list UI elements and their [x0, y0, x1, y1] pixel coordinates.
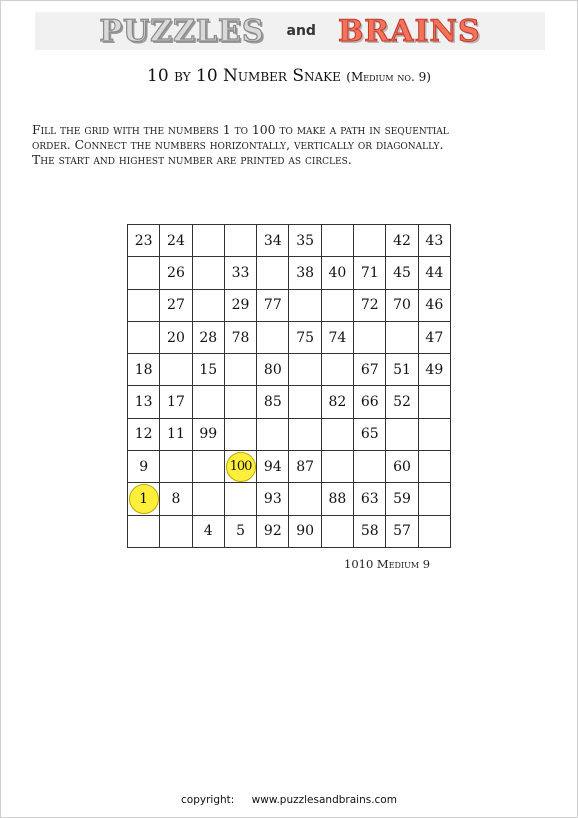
cell-number: 13 — [134, 394, 153, 411]
grid-cell-empty[interactable] — [418, 386, 450, 418]
grid-cell-empty[interactable] — [386, 418, 418, 450]
grid-cell-given — [418, 289, 450, 321]
cell-number: 9 — [139, 458, 149, 475]
instruction-line: The start and highest number are printed as circles. — [32, 152, 352, 167]
grid-cell-given — [128, 354, 160, 386]
copyright-label: copyright: — [181, 794, 235, 806]
grid-cell-given — [128, 483, 160, 515]
grid-cell-given — [354, 354, 386, 386]
cell-number: 87 — [296, 458, 315, 475]
grid-cell-given — [418, 354, 450, 386]
cell-number: 74 — [328, 329, 347, 346]
cell-number: 8 — [171, 491, 181, 508]
grid-cell-empty[interactable] — [386, 321, 418, 353]
grid-cell-empty[interactable] — [321, 289, 353, 321]
grid-cell-empty[interactable] — [160, 354, 192, 386]
cell-number: 33 — [231, 264, 250, 281]
cell-number: 49 — [425, 361, 444, 378]
logo-and-text: and — [286, 23, 316, 39]
cell-number: 66 — [360, 394, 379, 411]
grid-cell-given — [160, 321, 192, 353]
site-logo-banner — [35, 12, 545, 50]
cell-number: 94 — [263, 458, 282, 475]
grid-cell-empty[interactable] — [321, 225, 353, 257]
grid-cell-empty[interactable] — [128, 289, 160, 321]
grid-cell-given — [257, 354, 289, 386]
puzzle-grid — [127, 224, 451, 548]
cell-number: 11 — [167, 426, 185, 443]
grid-row — [128, 515, 451, 547]
grid-cell-empty[interactable] — [192, 257, 224, 289]
grid-cell-given — [321, 257, 353, 289]
cell-number: 85 — [263, 394, 282, 411]
grid-cell-given — [192, 515, 224, 547]
grid-cell-given — [418, 257, 450, 289]
cell-number: 44 — [425, 264, 444, 281]
grid-cell-given — [354, 483, 386, 515]
grid-cell-empty[interactable] — [224, 386, 256, 418]
grid-cell-empty[interactable] — [289, 483, 321, 515]
grid-cell-given — [224, 257, 256, 289]
grid-cell-given — [354, 386, 386, 418]
grid-cell-given — [224, 515, 256, 547]
cell-number: 27 — [167, 297, 185, 314]
cell-number: 52 — [393, 394, 411, 411]
grid-cell-empty[interactable] — [289, 354, 321, 386]
grid-cell-given — [257, 386, 289, 418]
cell-number: 82 — [328, 394, 347, 411]
cell-number: 78 — [231, 329, 250, 346]
grid-cell-given — [386, 289, 418, 321]
grid-cell-empty[interactable] — [192, 225, 224, 257]
grid-cell-given — [321, 386, 353, 418]
grid-cell-given — [386, 257, 418, 289]
logo-puzzles-text: PUZZLES — [99, 13, 265, 49]
grid-cell-given — [257, 225, 289, 257]
grid-cell-empty[interactable] — [418, 515, 450, 547]
cell-number: 17 — [167, 394, 185, 411]
grid-cell-given — [224, 321, 256, 353]
copyright-footer — [0, 794, 578, 806]
grid-cell-given — [386, 386, 418, 418]
grid-cell-empty[interactable] — [289, 418, 321, 450]
cell-number: 34 — [263, 232, 282, 249]
grid-cell-given — [160, 289, 192, 321]
cell-number: 46 — [425, 297, 444, 314]
grid-cell-empty[interactable] — [160, 451, 192, 483]
cell-number: 65 — [360, 426, 379, 443]
grid-cell-empty[interactable] — [128, 515, 160, 547]
cell-number: 63 — [360, 491, 379, 508]
grid-cell-empty[interactable] — [224, 483, 256, 515]
grid-cell-given — [321, 321, 353, 353]
cell-number: 38 — [296, 264, 315, 281]
grid-cell-given — [386, 515, 418, 547]
grid-cell-given — [192, 354, 224, 386]
cell-number: 59 — [393, 491, 411, 508]
grid-row — [128, 225, 451, 257]
grid-cell-empty[interactable] — [192, 289, 224, 321]
grid-cell-empty[interactable] — [257, 418, 289, 450]
grid-row — [128, 483, 451, 515]
grid-cell-given — [354, 289, 386, 321]
cell-number: 26 — [167, 264, 185, 281]
grid-cell-given — [289, 225, 321, 257]
puzzle-id: 1010 Medium 9 — [344, 557, 431, 571]
grid-cell-empty[interactable] — [321, 418, 353, 450]
grid-cell-empty[interactable] — [128, 257, 160, 289]
grid-row — [128, 386, 451, 418]
cell-number: 4 — [203, 523, 213, 540]
site-url[interactable]: www.puzzlesandbrains.com — [251, 794, 397, 806]
grid-cell-empty[interactable] — [321, 451, 353, 483]
grid-cell-empty[interactable] — [128, 321, 160, 353]
cell-number: 57 — [393, 523, 411, 540]
cell-number: 43 — [425, 232, 444, 249]
grid-cell-given — [160, 386, 192, 418]
cell-number: 92 — [263, 523, 282, 540]
grid-cell-given — [354, 418, 386, 450]
grid-cell-empty[interactable] — [224, 354, 256, 386]
grid-cell-empty[interactable] — [354, 321, 386, 353]
cell-number: 47 — [425, 329, 444, 346]
cell-number: 80 — [263, 361, 282, 378]
cell-number: 45 — [393, 264, 411, 281]
grid-cell-empty[interactable] — [224, 225, 256, 257]
cell-number: 42 — [393, 232, 411, 249]
cell-number: 28 — [199, 329, 218, 346]
grid-cell-given — [128, 451, 160, 483]
cell-number: 58 — [360, 523, 379, 540]
grid-cell-given — [289, 321, 321, 353]
cell-number: 75 — [296, 329, 315, 346]
grid-cell-empty[interactable] — [418, 418, 450, 450]
grid-cell-empty[interactable] — [418, 451, 450, 483]
grid-cell-empty[interactable] — [354, 225, 386, 257]
grid-cell-empty[interactable] — [257, 321, 289, 353]
grid-cell-given — [192, 321, 224, 353]
grid-cell-given — [386, 354, 418, 386]
grid-row — [128, 257, 451, 289]
cell-number: 18 — [134, 361, 153, 378]
grid-cell-empty[interactable] — [289, 386, 321, 418]
cell-number: 15 — [199, 361, 218, 378]
grid-cell-given — [257, 451, 289, 483]
grid-cell-empty[interactable] — [289, 289, 321, 321]
grid-cell-given — [128, 386, 160, 418]
cell-number: 90 — [296, 523, 315, 540]
cell-number: 5 — [236, 523, 245, 540]
instruction-line: Fill the grid with the numbers 1 to 100 to make a path in sequential — [32, 122, 449, 137]
grid-row — [128, 354, 451, 386]
grid-row — [128, 289, 451, 321]
grid-cell-empty[interactable] — [321, 515, 353, 547]
cell-number: 20 — [167, 329, 185, 346]
grid-cell-given — [289, 257, 321, 289]
circled-number: 1 — [129, 484, 159, 514]
grid-cell-given — [257, 483, 289, 515]
grid-cell-given — [160, 483, 192, 515]
grid-cell-given — [386, 451, 418, 483]
grid-row — [128, 451, 451, 483]
cell-number: 51 — [393, 361, 411, 378]
grid-cell-given — [418, 225, 450, 257]
grid-cell-given — [386, 483, 418, 515]
instructions — [32, 122, 552, 167]
cell-number: 35 — [296, 232, 315, 249]
instruction-line: order. Connect the numbers horizontally, vertically or diagonally. — [32, 137, 444, 152]
grid-cell-given — [289, 451, 321, 483]
cell-number: 60 — [393, 458, 411, 475]
grid-cell-empty[interactable] — [160, 515, 192, 547]
puzzle-title-sub: (Medium no. 9) — [346, 70, 431, 84]
grid-cell-given — [160, 257, 192, 289]
grid-cell-given — [321, 483, 353, 515]
cell-number: 71 — [360, 264, 379, 281]
cell-number: 99 — [199, 426, 218, 443]
grid-cell-given — [224, 289, 256, 321]
grid-cell-given — [257, 515, 289, 547]
grid-cell-given — [386, 225, 418, 257]
grid-cell-empty[interactable] — [418, 483, 450, 515]
puzzle-title-main: 10 by 10 Number Snake — [147, 66, 341, 86]
grid-cell-empty[interactable] — [192, 451, 224, 483]
grid-cell-given — [257, 289, 289, 321]
grid-row — [128, 418, 451, 450]
grid-cell-given — [354, 515, 386, 547]
grid-cell-empty[interactable] — [354, 451, 386, 483]
grid-cell-given — [354, 257, 386, 289]
grid-cell-given — [192, 418, 224, 450]
grid-cell-given — [128, 225, 160, 257]
grid-cell-given — [160, 418, 192, 450]
cell-number: 70 — [393, 297, 411, 314]
grid-row — [128, 321, 451, 353]
grid-cell-given — [289, 515, 321, 547]
grid-cell-empty[interactable] — [321, 354, 353, 386]
cell-number: 72 — [360, 297, 379, 314]
cell-number: 88 — [328, 491, 347, 508]
cell-number: 93 — [263, 491, 282, 508]
circled-number: 100 — [226, 452, 256, 482]
cell-number: 29 — [231, 297, 250, 314]
cell-number: 12 — [134, 426, 153, 443]
grid-cell-given — [160, 225, 192, 257]
cell-number: 23 — [134, 232, 153, 249]
grid-cell-empty[interactable] — [192, 483, 224, 515]
cell-number: 40 — [328, 264, 347, 281]
grid-cell-given — [224, 451, 256, 483]
logo-brains-text: BRAINS — [337, 13, 481, 49]
cell-number: 24 — [167, 232, 185, 249]
grid-cell-empty[interactable] — [257, 257, 289, 289]
grid-cell-given — [418, 321, 450, 353]
grid-cell-given — [128, 418, 160, 450]
puzzle-title — [0, 66, 578, 86]
grid-cell-empty[interactable] — [224, 418, 256, 450]
cell-number: 67 — [360, 361, 379, 378]
grid-cell-empty[interactable] — [192, 386, 224, 418]
cell-number: 77 — [263, 297, 282, 314]
